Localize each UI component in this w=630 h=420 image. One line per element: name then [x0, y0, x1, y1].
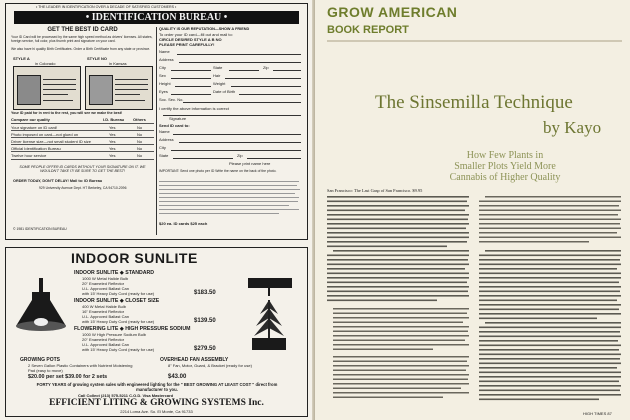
- feature-bureau: Yes: [109, 139, 116, 144]
- field-state[interactable]: State: [213, 65, 223, 70]
- publication-line: San Francisco: The Last Gasp of San Francisco. $9.95: [327, 188, 423, 193]
- form-title: QUALITY IS OUR REPUTATION—SHOW A FRIEND: [159, 27, 250, 31]
- sunlite-call: Call Collect (213) 575-5211 C.O.D. Visa Mastercard: [78, 393, 174, 398]
- feature-others: No: [137, 153, 143, 158]
- sunlite-company-address: 2214 Loma Ave. So. El Monte, Ca 91733: [120, 409, 193, 414]
- field-sex[interactable]: Sex: [159, 73, 166, 78]
- form-line-3: PLEASE PRINT CAREFULLY!: [159, 42, 215, 47]
- byline: by Kayo: [543, 118, 602, 137]
- signature-label[interactable]: Signature: [169, 116, 187, 121]
- form-line-2: CIRCLE DESIRED STYLE A B NO: [159, 37, 222, 42]
- field-address[interactable]: Address: [159, 57, 174, 62]
- product-flowering-spec: 1000 W High Pressure Sodium Bulb: [82, 332, 147, 337]
- field-eyes[interactable]: Eyes: [159, 89, 168, 94]
- id-photo-a: [17, 75, 41, 105]
- feature-label: Twelve hour service: [11, 153, 47, 158]
- id-card-title: GET THE BEST ID CARD: [47, 27, 118, 33]
- product-closet-price: $139.50: [194, 318, 216, 324]
- growing-pots-desc: 2 Seven Gallon Plastic Containers with Nutrient Moistening Pad (easy to move): [28, 363, 133, 373]
- id-card-intro-2: We also have hi quality Birth Certificates. Order a Birth Certificate from any state or province.: [11, 47, 151, 51]
- id-bureau-ad: [5, 3, 308, 240]
- field-zip[interactable]: Zip: [263, 65, 269, 70]
- product-standard-spec: 20" Enameled Reflector: [82, 281, 125, 286]
- product-standard-price: $183.50: [194, 290, 216, 296]
- product-closet-spec: 400 W Metal Halide Bulb: [82, 304, 127, 309]
- feature-others: No: [137, 125, 143, 130]
- id-card-intro: Your ID Card will be processed by the same high speed method as drivers' licenses. All states, foreign service, full color, plus thumb print and signature on your card.: [11, 35, 153, 43]
- sample-id-card-a: [13, 66, 81, 110]
- field-name[interactable]: Name: [159, 49, 170, 54]
- fan-title: OVERHEAD FAN ASSEMBLY: [160, 357, 229, 363]
- fan-desc: 8" Fan, Motor, Guard, & Bracket (ready for use): [168, 363, 252, 368]
- sunlite-tagline: FORTY YEARS of growing system sales with engineered lighting for the " BEST GROWING AT LEAST COST " direct from manufacturer to you.: [36, 382, 278, 392]
- feature-bureau: Yes: [109, 132, 116, 137]
- deck: [405, 150, 605, 183]
- id-ad-left-column: [9, 27, 157, 235]
- product-closet-spec: with 15' Heavy Duty Cord (ready for use): [82, 319, 155, 324]
- field-weight[interactable]: Weight: [213, 81, 226, 86]
- id-ad-banner: • IDENTIFICATION BUREAU •: [14, 11, 299, 24]
- certify-text: I certify the above information is correct: [159, 106, 229, 111]
- feature-row: [11, 151, 154, 160]
- field-dob[interactable]: Date of Birth: [213, 89, 236, 94]
- feature-others: No: [137, 139, 143, 144]
- product-closet-name: INDOOR SUNLITE ◆ CLOSET SIZE: [74, 298, 160, 304]
- field-height[interactable]: Height: [159, 81, 171, 86]
- style-b-label: STYLE NO: [87, 56, 108, 61]
- important-note: IMPORTANT: Send one photo per ID Write the name on the back of the photo.: [159, 169, 277, 173]
- feature-label: Photo imposed on card—not glued on: [11, 132, 79, 137]
- lamp-illustration: [12, 278, 70, 338]
- feature-bureau: Yes: [109, 146, 116, 151]
- product-flowering-name: FLOWERING LITE ◆ HIGH PRESSURE SODIUM: [74, 326, 191, 332]
- send-city[interactable]: City: [159, 145, 166, 150]
- print-name-here: Please print name here: [229, 161, 271, 166]
- product-flowering-spec: with 15' Heavy Duty Cord (ready for use): [82, 347, 155, 352]
- send-to: Send ID card to:: [159, 123, 190, 128]
- growing-pots-title: GROWING POTS: [20, 357, 60, 363]
- fee-note: $20 ea. ID cards $25 each: [159, 221, 208, 226]
- id-ad-tagline: • THE LEADER IN IDENTIFICATION OVER A DECADE OF SATISFIED CUSTOMERS •: [36, 5, 177, 9]
- product-closet-spec: 16" Enameled Reflector: [82, 309, 125, 314]
- header-rule: [327, 40, 622, 42]
- compare-subtitle: Compare our quality: [11, 117, 50, 122]
- send-zip[interactable]: Zip: [237, 153, 243, 158]
- product-flowering-price: $279.50: [194, 346, 216, 352]
- body-column-1: [327, 196, 469, 406]
- body-text-col-1: [327, 196, 469, 406]
- product-flowering-spec: U.L. Approved Ballast Can: [82, 342, 129, 347]
- product-standard-spec: U.L. Approved Ballast Can: [82, 286, 129, 291]
- sample-id-card-b: [85, 66, 153, 110]
- id-photo-b: [89, 75, 113, 105]
- deck-line: Smaller Plots Yield More: [454, 161, 556, 172]
- feature-label: Official Identification Bureau: [11, 146, 61, 151]
- feature-label: Your signature on ID card!: [11, 125, 58, 130]
- page-footer: HIGH TIMES 87: [583, 411, 612, 416]
- state-b-label: in Kansas: [109, 61, 127, 66]
- body-text-col-2: [479, 196, 621, 406]
- feature-others: No: [137, 132, 143, 137]
- id-warning: SOME PEOPLE OFFER ID CARDS WITHOUT YOUR SIGNATURE ON IT. WE WOULDN'T TAKE IT! BE SURE TO GET THE BEST!: [19, 165, 146, 174]
- fan-price: $43.00: [168, 374, 187, 380]
- product-standard-spec: with 15' Heavy Duty Cord (ready for use): [82, 291, 155, 296]
- id-copyright: © 1981 IDENTIFICATION BUREAU: [13, 227, 67, 231]
- style-a-label: STYLE A: [13, 56, 30, 61]
- deck-line: Cannabis of Higher Quality: [449, 172, 561, 183]
- product-flowering-spec: 20" Enameled Reflector: [82, 337, 125, 342]
- state-a-label: in Colorado: [35, 61, 56, 66]
- feature-bureau: Yes: [109, 153, 116, 158]
- id-order-form: [159, 27, 304, 235]
- deck-line: How Few Plants in: [466, 150, 544, 161]
- col-bureau-header: I.D. Bureau: [103, 117, 125, 122]
- send-state[interactable]: State: [159, 153, 169, 158]
- headline: The Sinsemilla Technique: [375, 92, 573, 113]
- right-page: [315, 0, 630, 420]
- field-hair[interactable]: Hair: [213, 73, 221, 78]
- compare-title: Your ID paid for in rent to the rest, you will see we make the best!: [11, 111, 123, 115]
- feature-others: No: [137, 146, 143, 151]
- col-others-header: Others: [133, 117, 146, 122]
- feature-bureau: Yes: [109, 125, 116, 130]
- feature-label: Driver license size—not small student ID size: [11, 139, 92, 144]
- product-standard-name: INDOOR SUNLITE ◆ STANDARD: [74, 270, 154, 276]
- form-line-1: To order your ID card—fill out and mail to:: [159, 32, 233, 37]
- sunlite-title: INDOOR SUNLITE: [71, 250, 198, 266]
- id-address: 929 University Avenue Dept. HT Berkeley, CA 94710-2096: [39, 186, 127, 190]
- body-column-2: [479, 196, 621, 406]
- section-title: BOOK REPORT: [327, 24, 409, 36]
- field-ssn[interactable]: Soc. Sec. No.: [159, 97, 184, 102]
- send-address[interactable]: Address: [159, 137, 174, 142]
- magazine-title: GROW AMERICAN: [327, 4, 458, 20]
- field-city[interactable]: City: [159, 65, 166, 70]
- indoor-sunlite-ad: [5, 247, 308, 417]
- order-now: ORDER TODAY, DON'T DELAY! Mail to: ID Bureau: [13, 179, 103, 183]
- plant-illustration: [238, 278, 300, 350]
- product-standard-spec: 1000 W Metal Halide Bulb: [82, 276, 129, 281]
- send-name[interactable]: Name: [159, 129, 170, 134]
- product-closet-spec: U.L. Approved Ballast Can: [82, 314, 129, 319]
- sunlite-company: EFFICIENT LITING & GROWING SYSTEMS Inc.: [49, 398, 264, 408]
- growing-pots-price: $20.00 per set $39.00 for 2 sets: [28, 374, 108, 380]
